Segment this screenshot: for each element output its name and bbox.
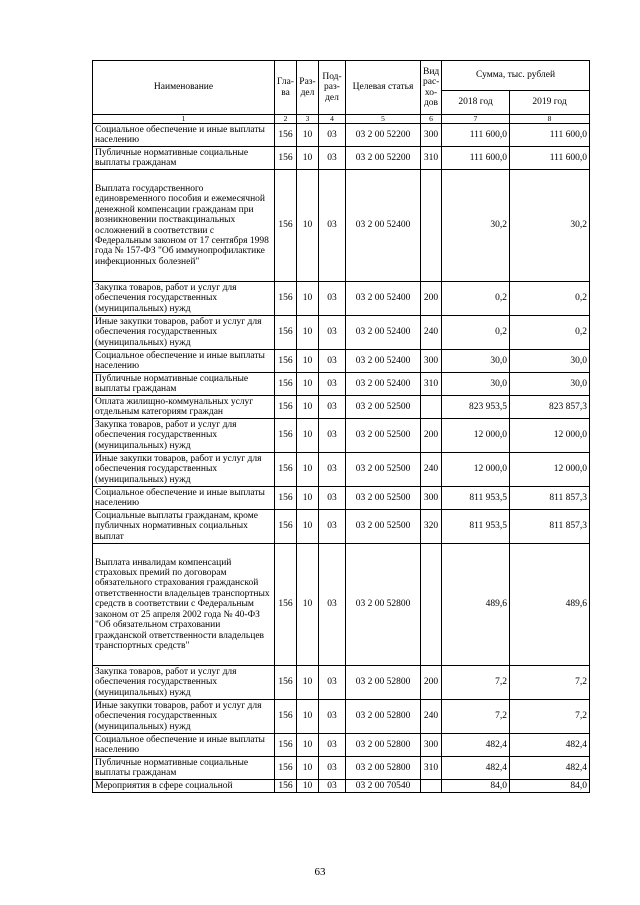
row-section: 10 [297, 757, 319, 780]
row-chapter: 156 [275, 373, 297, 396]
row-target: 03 2 00 52800 [346, 757, 421, 780]
row-target: 03 2 00 52500 [346, 487, 421, 510]
row-chapter: 156 [275, 350, 297, 373]
header-expense-type: Вид рас-хо-дов [421, 61, 442, 115]
table-row [93, 453, 590, 487]
column-number: 7 [442, 115, 510, 124]
row-section: 10 [297, 316, 319, 350]
row-subsection: 03 [319, 147, 346, 170]
header-name: Наименование [93, 61, 275, 115]
table-row [93, 147, 590, 170]
row-name: Социальное обеспечение и иные выплаты населению [93, 487, 275, 510]
row-chapter: 156 [275, 124, 297, 147]
row-subsection: 03 [319, 487, 346, 510]
row-name: Выплата инвалидам компенсаций страховых премий по договорам обязательного страхования гражданской ответственности владельцев транспортных средств в соответствии с Федеральным законом от 25 апреля 2002 года № 40-ФЗ "Об обязательном страховании гражданской ответственности владельцев транспортных средств" [93, 544, 275, 666]
row-chapter: 156 [275, 780, 297, 793]
row-section: 10 [297, 734, 319, 757]
table-row [93, 780, 590, 793]
row-section: 10 [297, 487, 319, 510]
table-row [93, 350, 590, 373]
row-name: Социальное обеспечение и иные выплаты населению [93, 124, 275, 147]
row-subsection: 03 [319, 419, 346, 453]
row-chapter: 156 [275, 666, 297, 700]
row-name: Оплата жилищно-коммунальных услуг отдельным категориям граждан [93, 396, 275, 419]
row-target: 03 2 00 70540 [346, 780, 421, 793]
table-row [93, 124, 590, 147]
row-expense-type: 300 [421, 487, 442, 510]
row-target: 03 2 00 52200 [346, 124, 421, 147]
row-name: Мероприятия в сфере социальной [93, 780, 275, 793]
table-row [93, 487, 590, 510]
row-name: Социальное обеспечение и иные выплаты населению [93, 734, 275, 757]
row-sum-2019: 482,4 [510, 734, 590, 757]
row-section: 10 [297, 350, 319, 373]
row-subsection: 03 [319, 700, 346, 734]
row-target: 03 2 00 52500 [346, 510, 421, 544]
row-subsection: 03 [319, 544, 346, 666]
row-section: 10 [297, 666, 319, 700]
column-number: 2 [275, 115, 297, 124]
table-row [93, 757, 590, 780]
row-subsection: 03 [319, 396, 346, 419]
row-subsection: 03 [319, 350, 346, 373]
table-row [93, 544, 590, 666]
header-target: Целевая статья [346, 61, 421, 115]
header-subsection: Под-раз-дел [319, 61, 346, 115]
row-subsection: 03 [319, 453, 346, 487]
row-sum-2018: 111 600,0 [442, 124, 510, 147]
row-subsection: 03 [319, 170, 346, 282]
row-target: 03 2 00 52500 [346, 453, 421, 487]
row-name: Публичные нормативные социальные выплаты гражданам [93, 757, 275, 780]
row-section: 10 [297, 373, 319, 396]
column-number: 8 [510, 115, 590, 124]
row-expense-type: 300 [421, 124, 442, 147]
row-sum-2018: 489,6 [442, 544, 510, 666]
column-number: 1 [93, 115, 275, 124]
row-sum-2019: 111 600,0 [510, 147, 590, 170]
row-expense-type [421, 170, 442, 282]
row-target: 03 2 00 52500 [346, 419, 421, 453]
row-chapter: 156 [275, 734, 297, 757]
row-chapter: 156 [275, 757, 297, 780]
row-target: 03 2 00 52500 [346, 396, 421, 419]
row-subsection: 03 [319, 757, 346, 780]
row-section: 10 [297, 170, 319, 282]
row-subsection: 03 [319, 734, 346, 757]
row-subsection: 03 [319, 510, 346, 544]
row-sum-2018: 30,0 [442, 350, 510, 373]
row-target: 03 2 00 52800 [346, 544, 421, 666]
row-target: 03 2 00 52800 [346, 734, 421, 757]
row-name: Публичные нормативные социальные выплаты гражданам [93, 373, 275, 396]
row-sum-2019: 30,0 [510, 373, 590, 396]
column-number: 4 [319, 115, 346, 124]
row-section: 10 [297, 700, 319, 734]
row-name: Выплата государственного единовременного пособия и ежемесячной денежной компенсации гражданам при возникновении поствакцинальных осложнений в соответствии с Федеральным законом от 17 сентября 1998 года № 157-ФЗ "Об иммунопрофилактике инфекционных болезней" [93, 170, 275, 282]
row-sum-2018: 12 000,0 [442, 419, 510, 453]
row-expense-type: 310 [421, 147, 442, 170]
row-expense-type: 200 [421, 666, 442, 700]
row-chapter: 156 [275, 170, 297, 282]
table-row [93, 373, 590, 396]
row-chapter: 156 [275, 282, 297, 316]
column-number: 5 [346, 115, 421, 124]
row-section: 10 [297, 510, 319, 544]
row-expense-type: 240 [421, 316, 442, 350]
row-expense-type: 310 [421, 757, 442, 780]
column-number: 3 [297, 115, 319, 124]
row-target: 03 2 00 52200 [346, 147, 421, 170]
column-numbers-row [93, 115, 590, 124]
row-chapter: 156 [275, 396, 297, 419]
row-expense-type: 240 [421, 453, 442, 487]
budget-table [92, 60, 590, 793]
row-sum-2018: 7,2 [442, 666, 510, 700]
row-sum-2018: 12 000,0 [442, 453, 510, 487]
row-section: 10 [297, 419, 319, 453]
row-expense-type [421, 780, 442, 793]
row-subsection: 03 [319, 373, 346, 396]
row-name: Закупка товаров, работ и услуг для обеспечения государственных (муниципальных) нужд [93, 666, 275, 700]
row-section: 10 [297, 396, 319, 419]
row-sum-2019: 489,6 [510, 544, 590, 666]
row-sum-2019: 0,2 [510, 282, 590, 316]
column-number: 6 [421, 115, 442, 124]
row-target: 03 2 00 52400 [346, 282, 421, 316]
row-sum-2019: 811 857,3 [510, 510, 590, 544]
header-sum: Сумма, тыс. рублей [442, 61, 590, 91]
row-sum-2019: 30,0 [510, 350, 590, 373]
table-row [93, 396, 590, 419]
table-body [93, 124, 590, 793]
row-chapter: 156 [275, 419, 297, 453]
table-row [93, 510, 590, 544]
table-row [93, 316, 590, 350]
row-sum-2019: 7,2 [510, 666, 590, 700]
row-sum-2018: 7,2 [442, 700, 510, 734]
row-name: Публичные нормативные социальные выплаты гражданам [93, 147, 275, 170]
row-target: 03 2 00 52400 [346, 373, 421, 396]
header-year-2018: 2018 год [442, 91, 510, 115]
row-sum-2019: 823 857,3 [510, 396, 590, 419]
row-sum-2019: 811 857,3 [510, 487, 590, 510]
row-name: Закупка товаров, работ и услуг для обеспечения государственных (муниципальных) нужд [93, 419, 275, 453]
row-sum-2018: 84,0 [442, 780, 510, 793]
row-chapter: 156 [275, 487, 297, 510]
table-row [93, 734, 590, 757]
row-subsection: 03 [319, 124, 346, 147]
row-section: 10 [297, 282, 319, 316]
row-chapter: 156 [275, 700, 297, 734]
row-section: 10 [297, 780, 319, 793]
row-expense-type: 200 [421, 419, 442, 453]
table-row [93, 170, 590, 282]
row-target: 03 2 00 52400 [346, 170, 421, 282]
row-subsection: 03 [319, 316, 346, 350]
row-sum-2018: 0,2 [442, 282, 510, 316]
row-section: 10 [297, 453, 319, 487]
row-chapter: 156 [275, 316, 297, 350]
header-year-2019: 2019 год [510, 91, 590, 115]
row-sum-2018: 0,2 [442, 316, 510, 350]
row-target: 03 2 00 52400 [346, 350, 421, 373]
row-subsection: 03 [319, 282, 346, 316]
row-sum-2019: 12 000,0 [510, 453, 590, 487]
row-sum-2019: 84,0 [510, 780, 590, 793]
row-name: Социальное обеспечение и иные выплаты населению [93, 350, 275, 373]
table-row [93, 419, 590, 453]
row-section: 10 [297, 147, 319, 170]
header-section: Раз-дел [297, 61, 319, 115]
row-chapter: 156 [275, 544, 297, 666]
row-expense-type [421, 544, 442, 666]
row-expense-type [421, 396, 442, 419]
row-expense-type: 310 [421, 373, 442, 396]
row-sum-2019: 7,2 [510, 700, 590, 734]
table-row [93, 282, 590, 316]
row-chapter: 156 [275, 147, 297, 170]
row-sum-2018: 811 953,5 [442, 487, 510, 510]
row-section: 10 [297, 544, 319, 666]
row-expense-type: 240 [421, 700, 442, 734]
page-number: 63 [314, 866, 326, 878]
row-chapter: 156 [275, 510, 297, 544]
row-subsection: 03 [319, 666, 346, 700]
row-sum-2018: 482,4 [442, 757, 510, 780]
row-expense-type: 300 [421, 350, 442, 373]
row-target: 03 2 00 52800 [346, 666, 421, 700]
row-name: Социальные выплаты гражданам, кроме публичных нормативных социальных выплат [93, 510, 275, 544]
row-sum-2018: 30,2 [442, 170, 510, 282]
row-target: 03 2 00 52400 [346, 316, 421, 350]
row-sum-2018: 111 600,0 [442, 147, 510, 170]
row-name: Иные закупки товаров, работ и услуг для обеспечения государственных (муниципальных) нужд [93, 316, 275, 350]
row-expense-type: 320 [421, 510, 442, 544]
row-expense-type: 300 [421, 734, 442, 757]
row-sum-2018: 30,0 [442, 373, 510, 396]
row-sum-2018: 823 953,5 [442, 396, 510, 419]
row-expense-type: 200 [421, 282, 442, 316]
table-row [93, 666, 590, 700]
row-target: 03 2 00 52800 [346, 700, 421, 734]
table-row [93, 700, 590, 734]
row-sum-2019: 12 000,0 [510, 419, 590, 453]
row-sum-2019: 482,4 [510, 757, 590, 780]
row-sum-2019: 111 600,0 [510, 124, 590, 147]
row-sum-2018: 482,4 [442, 734, 510, 757]
row-name: Иные закупки товаров, работ и услуг для обеспечения государственных (муниципальных) нужд [93, 453, 275, 487]
row-subsection: 03 [319, 780, 346, 793]
row-name: Иные закупки товаров, работ и услуг для обеспечения государственных (муниципальных) нужд [93, 700, 275, 734]
row-section: 10 [297, 124, 319, 147]
row-sum-2018: 811 953,5 [442, 510, 510, 544]
row-sum-2019: 0,2 [510, 316, 590, 350]
row-sum-2019: 30,2 [510, 170, 590, 282]
row-chapter: 156 [275, 453, 297, 487]
row-name: Закупка товаров, работ и услуг для обеспечения государственных (муниципальных) нужд [93, 282, 275, 316]
header-chapter: Гла-ва [275, 61, 297, 115]
